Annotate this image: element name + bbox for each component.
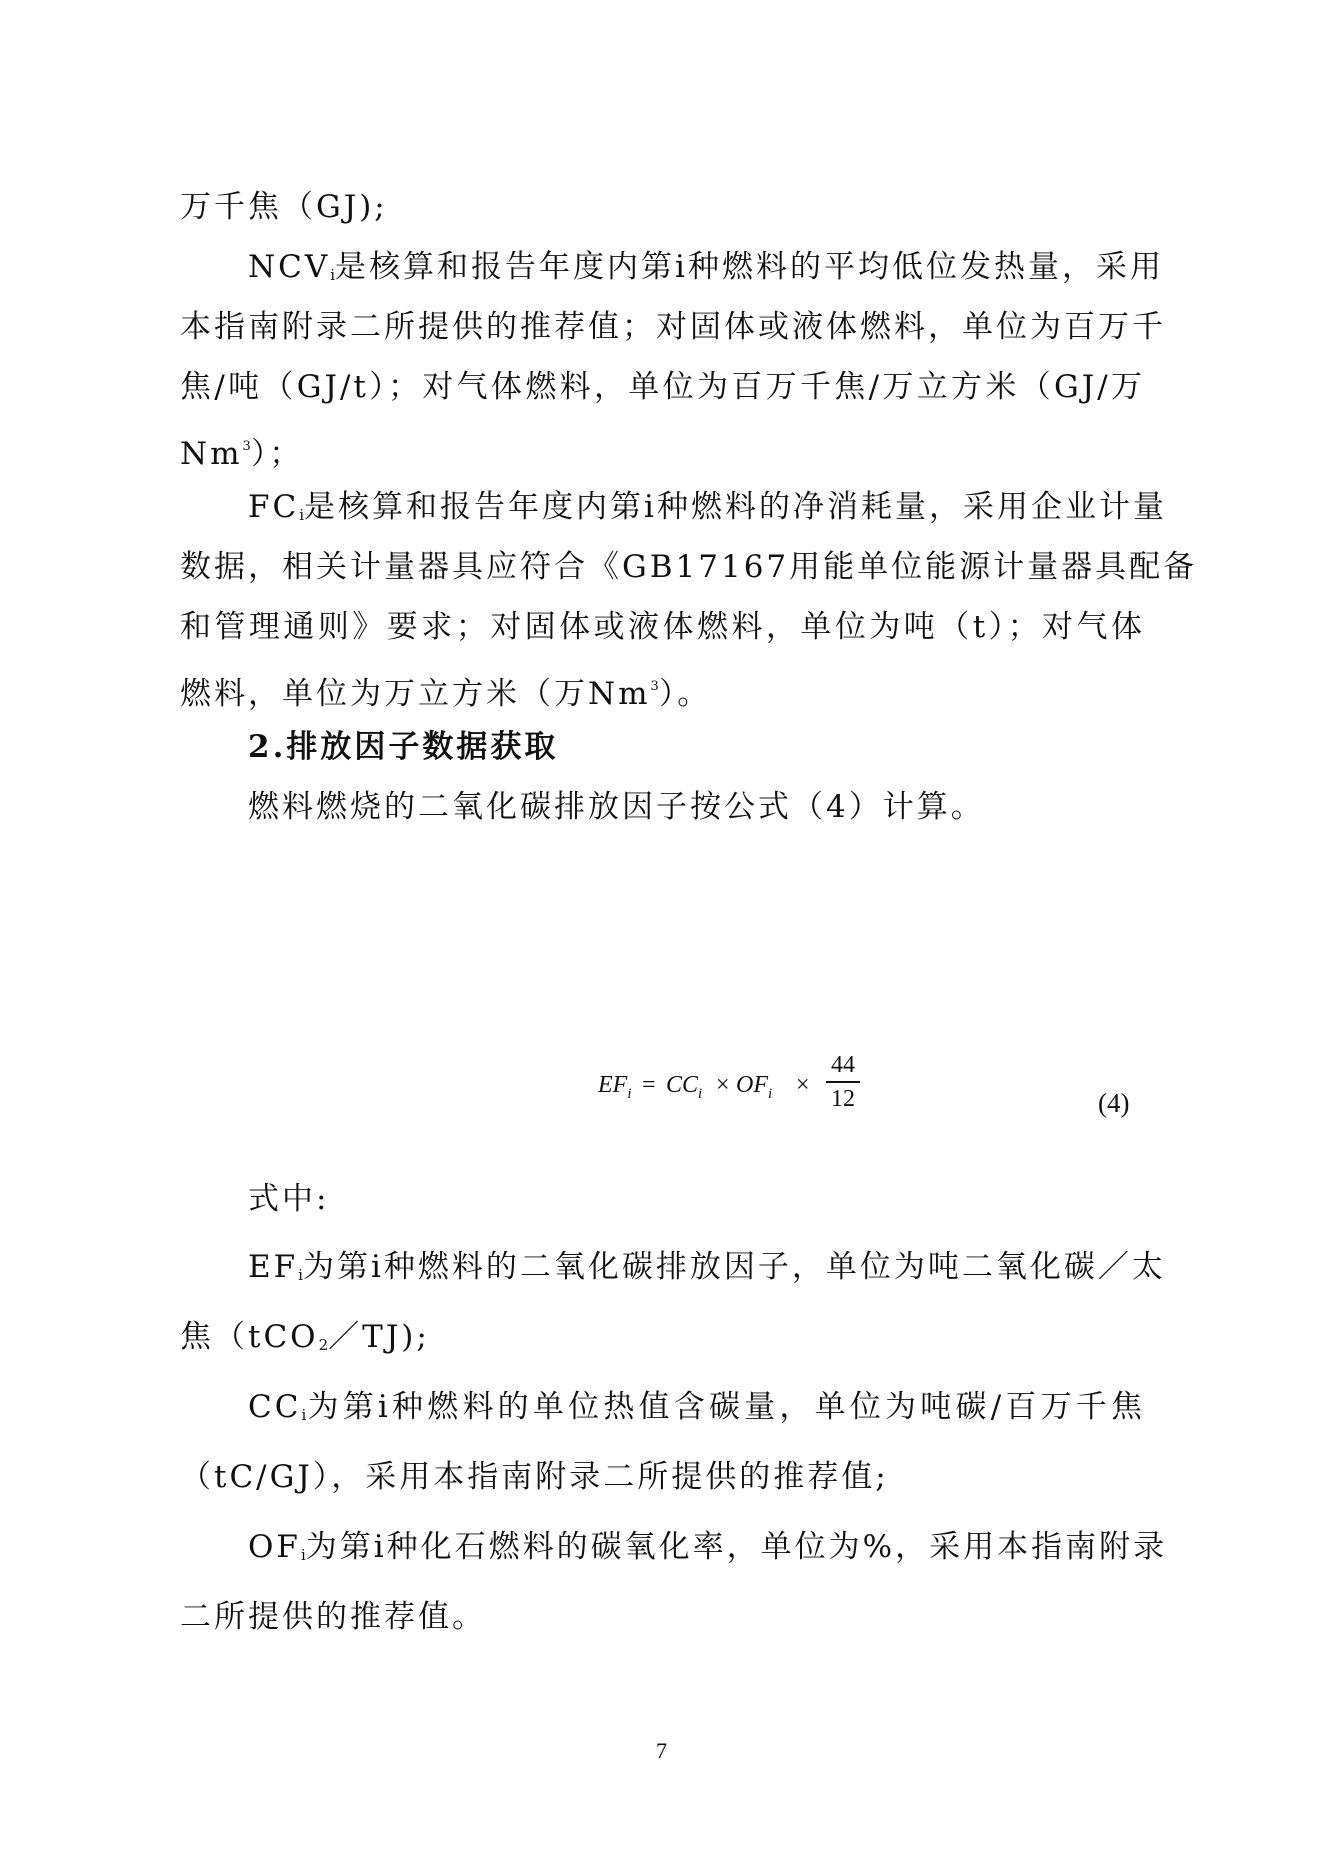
fraction-denominator: 12 [831,1086,855,1112]
superscript: 3 [650,679,659,694]
formula-times: × [796,1072,810,1098]
text-fragment: Nm [180,436,243,472]
section-heading [248,726,1145,768]
text-line [180,666,1145,715]
fraction-numerator: 44 [831,1052,855,1078]
text-line [180,1316,1145,1366]
text-fragment: ／TJ); [328,1319,430,1355]
ef-definition-line [248,1246,1166,1296]
text-line [180,606,1145,648]
text-line [180,546,1198,588]
formula-lhs: $EF_i$ [598,1072,632,1102]
text-fragment: 为第i种燃料的二氧化碳排放因子，单位为吨二氧化碳／太 [302,1249,1166,1285]
of-definition-line [248,1526,1168,1576]
text-fragment: ）； [250,436,304,472]
text-fragment: 式中: [248,1181,330,1217]
fc-variable: $FC_i$ [248,489,305,525]
fraction-bar [826,1081,860,1083]
text-fragment: 焦（tCO [180,1319,319,1355]
fc-definition-line [248,486,1167,536]
cc-definition-line [248,1386,1145,1436]
text-line [180,1456,1145,1498]
of-variable: $OF_i$ [248,1529,306,1565]
text-fragment: 为第i种化石燃料的碳氧化率，单位为%，采用本指南附录 [305,1529,1168,1565]
formula-of: $OF_i$ [736,1072,773,1102]
text-fragment: 燃料燃烧的二氧化碳排放因子按公式（4）计算。 [248,789,985,825]
ncv-definition-line [248,246,1164,296]
text-line [180,426,1145,475]
text-fragment: 和管理通则》要求；对固体或液体燃料，单位为吨（t）；对气体 [180,609,1145,645]
text-fragment: 是核算和报告年度内第i种燃料的净消耗量，采用企业计量 [304,489,1167,525]
text-fragment: 是核算和报告年度内第i种燃料的平均低位发热量，采用 [335,249,1164,285]
formula-cc: $CC_i$ [666,1072,703,1102]
superscript: 3 [242,439,251,454]
text-line [180,1596,1145,1638]
formula-fraction [826,1051,860,1113]
text-line [248,1178,1145,1220]
text-fragment: （tC/GJ），采用本指南附录二所提供的推荐值; [180,1459,889,1495]
equation-number: (4) [1098,1088,1130,1118]
text-fragment: 焦/吨（GJ/t）；对气体燃料，单位为百万千焦/万立方米（GJ/万 [180,369,1145,405]
text-fragment: 燃料，单位为万立方米（万Nm [180,676,651,712]
page-number: 7 [656,1738,667,1763]
text-line [180,306,1166,348]
subscript: 2 [318,1336,329,1354]
text-fragment: 万千焦（GJ); [180,189,388,225]
formula-times: × [716,1072,730,1098]
cc-variable: $CC_i$ [248,1389,307,1425]
text-line [180,186,1145,228]
ef-variable: $EF_i$ [248,1249,303,1285]
text-fragment: 为第i种燃料的单位热值含碳量，单位为吨碳/百万千焦 [306,1389,1145,1425]
text-line [180,366,1145,408]
formula-equals: = [642,1072,656,1098]
text-fragment: 本指南附录二所提供的推荐值；对固体或液体燃料，单位为百万千 [180,309,1166,345]
text-line [248,786,1145,828]
ncv-variable: $NCV_i$ [248,249,336,285]
heading-text: 2.排放因子数据获取 [248,729,559,765]
text-fragment: ）。 [658,676,712,712]
text-fragment: 数据，相关计量器具应符合《GB17167用能单位能源计量器具配备 [180,549,1198,585]
text-fragment: 二所提供的推荐值。 [180,1599,486,1635]
